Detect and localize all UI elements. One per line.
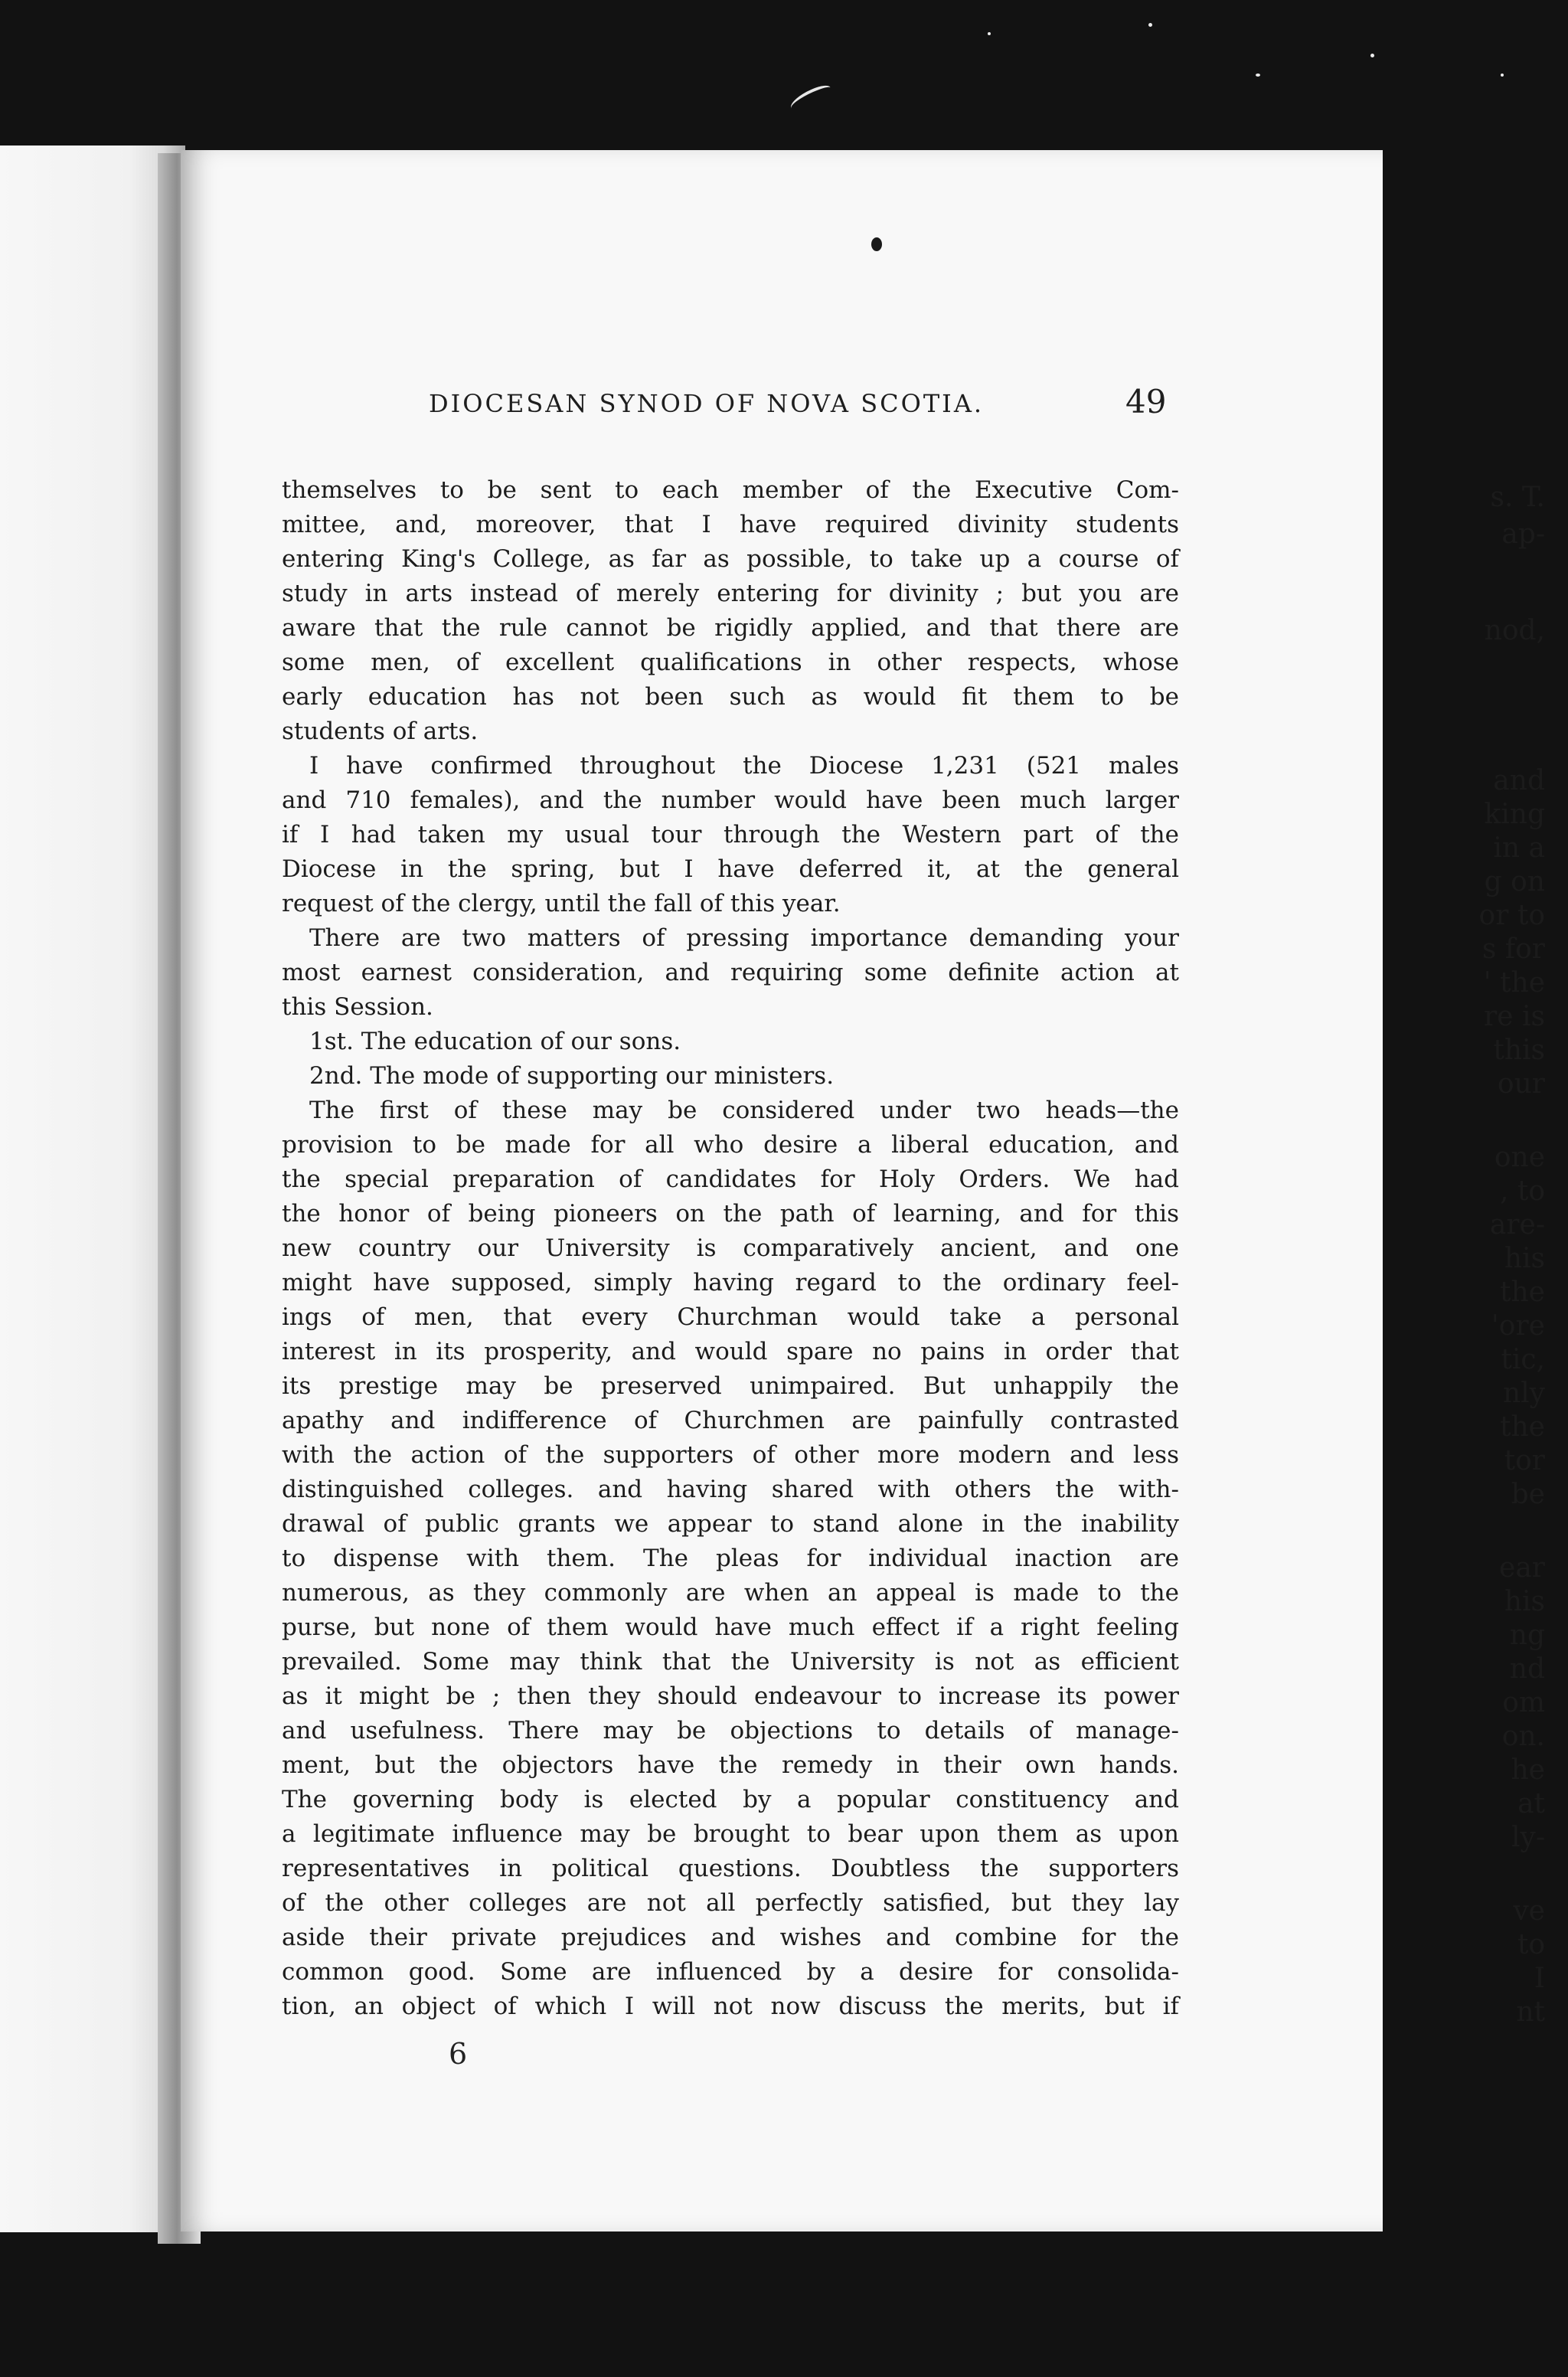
signature-mark: 6	[449, 2037, 468, 2071]
left-fragment: ' the	[1483, 967, 1545, 999]
text-line: ings of men, that every Churchman would take a personal	[282, 1303, 1179, 1331]
film-scratch	[787, 82, 834, 114]
text-line: distinguished colleges. and having shared with others the with-	[282, 1476, 1179, 1503]
left-fragment: nly	[1502, 1378, 1545, 1409]
text-line: most earnest consideration, and requiring some definite action at	[282, 959, 1179, 986]
body-text	[282, 473, 1179, 2024]
text-line: if I had taken my usual tour through the Western part of the	[282, 821, 1179, 848]
dust-speck	[988, 32, 991, 35]
ink-spot	[871, 237, 882, 251]
text-line: might have supposed, simply having regard to the ordinary feel-	[282, 1269, 1179, 1296]
left-fragment: in a	[1493, 832, 1545, 864]
text-line: apathy and indifference of Churchmen are painfully contrasted	[282, 1407, 1179, 1434]
text-line: study in arts instead of merely entering for divinity ; but you are	[282, 580, 1179, 607]
text-line: some men, of excellent qualifications in other respects, whose	[282, 649, 1179, 676]
text-line: new country our University is comparatively ancient, and one	[282, 1234, 1179, 1262]
left-fragment: ear	[1499, 1552, 1545, 1584]
running-head: DIOCESAN SYNOD OF NOVA SCOTIA.	[429, 389, 985, 418]
left-fragment: nod,	[1484, 615, 1545, 646]
left-fragment: and	[1493, 765, 1545, 796]
left-fragment: the	[1500, 1277, 1545, 1308]
text-line: tion, an object of which I will not now discuss the merits, but if	[282, 1993, 1179, 2020]
left-fragment: tor	[1504, 1445, 1545, 1476]
left-fragment: at	[1517, 1788, 1545, 1820]
left-fragment: tic,	[1501, 1344, 1545, 1375]
left-fragment: re is	[1484, 1001, 1545, 1032]
left-fragment: , to	[1499, 1175, 1545, 1207]
text-line: the honor of being pioneers on the path of learning, and for this	[282, 1200, 1179, 1228]
left-fragment: ve	[1513, 1895, 1545, 1927]
text-line: students of arts.	[282, 718, 479, 745]
text-line: the special preparation of candidates for Holy Orders. We had	[282, 1166, 1179, 1193]
text-line: purse, but none of them would have much effect if a right feeling	[282, 1614, 1179, 1641]
left-fragment: or to	[1478, 900, 1545, 931]
left-fragment: our	[1497, 1068, 1545, 1100]
dust-speck	[1501, 74, 1504, 77]
text-line: aware that the rule cannot be rigidly applied, and that there are	[282, 614, 1179, 642]
left-fragment: ng	[1509, 1620, 1545, 1651]
text-line: aside their private prejudices and wishes and combine for the	[282, 1924, 1179, 1951]
text-line: mittee, and, moreover, that I have required divinity students	[282, 511, 1179, 538]
text-line: themselves to be sent to each member of the Executive Com-	[282, 476, 1179, 504]
text-line: provision to be made for all who desire a liberal education, and	[282, 1131, 1179, 1159]
text-line: a legitimate influence may be brought to bear upon them as upon	[282, 1820, 1179, 1848]
left-fragment: his	[1504, 1586, 1545, 1617]
left-fragment: one	[1494, 1142, 1545, 1173]
left-fragment: this	[1493, 1035, 1545, 1066]
left-fragment: s for	[1481, 933, 1545, 965]
page-number: 49	[1125, 383, 1167, 420]
left-fragment: nd	[1509, 1653, 1545, 1685]
left-fragment: nt	[1516, 1996, 1545, 2028]
text-line: and 710 females), and the number would have been much larger	[282, 786, 1179, 814]
text-line: The governing body is elected by a popular constituency and	[282, 1786, 1179, 1813]
left-fragment: ap-	[1501, 518, 1545, 550]
text-line: of the other colleges are not all perfectly satisfied, but they lay	[282, 1889, 1179, 1917]
dust-speck	[1148, 23, 1152, 27]
left-fragment: are-	[1489, 1209, 1545, 1241]
left-fragment: king	[1484, 799, 1545, 830]
text-line: request of the clergy, until the fall of this year.	[282, 890, 841, 917]
text-line: numerous, as they commonly are when an appeal is made to the	[282, 1579, 1179, 1607]
text-line: Diocese in the spring, but I have deferred it, at the general	[282, 855, 1179, 883]
text-line: The first of these may be considered under two heads—the	[309, 1097, 1179, 1124]
text-line: early education has not been such as would fit them to be	[282, 683, 1179, 711]
text-line: I have confirmed throughout the Diocese 1,231 (521 males	[309, 752, 1179, 780]
left-fragment: om	[1502, 1687, 1545, 1718]
text-line: prevailed. Some may think that the University is not as efficient	[282, 1648, 1179, 1676]
left-fragment: be	[1511, 1479, 1545, 1510]
text-line: 1st. The education of our sons.	[309, 1028, 681, 1055]
text-line: drawal of public grants we appear to stand alone in the inability	[282, 1510, 1179, 1538]
left-fragment: the	[1500, 1411, 1545, 1443]
left-fragment: he	[1511, 1754, 1545, 1786]
left-fragment: his	[1504, 1243, 1545, 1274]
text-line: interest in its prosperity, and would spare no pains in order that	[282, 1338, 1179, 1365]
text-line: its prestige may be preserved unimpaired. But unhappily the	[282, 1372, 1179, 1400]
left-fragment: to	[1517, 1929, 1545, 1960]
text-line: common good. Some are influenced by a desire for consolida-	[282, 1958, 1179, 1986]
left-fragment: on.	[1501, 1721, 1545, 1752]
text-line: ment, but the objectors have the remedy in their own hands.	[282, 1751, 1179, 1779]
left-fragment: ly-	[1511, 1822, 1545, 1853]
text-line: with the action of the supporters of other more modern and less	[282, 1441, 1179, 1469]
text-line: to dispense with them. The pleas for individual inaction are	[282, 1545, 1179, 1572]
text-line: and usefulness. There may be objections to details of manage-	[282, 1717, 1179, 1744]
dust-speck	[1370, 54, 1374, 57]
text-line: as it might be ; then they should endeavour to increase its power	[282, 1682, 1179, 1710]
text-line: entering King's College, as far as possible, to take up a course of	[282, 545, 1179, 573]
text-line: There are two matters of pressing importance demanding your	[309, 924, 1179, 952]
text-line: this Session.	[282, 993, 433, 1021]
dust-speck	[1256, 74, 1260, 77]
text-line: representatives in political questions. Doubtless the supporters	[282, 1855, 1179, 1882]
left-fragment: s. T.	[1490, 482, 1545, 513]
left-fragment: g on	[1484, 866, 1545, 898]
text-line: 2nd. The mode of supporting our ministers.	[309, 1062, 835, 1090]
left-fragment: 'ore	[1491, 1310, 1545, 1342]
left-fragment: I	[1534, 1963, 1545, 1994]
